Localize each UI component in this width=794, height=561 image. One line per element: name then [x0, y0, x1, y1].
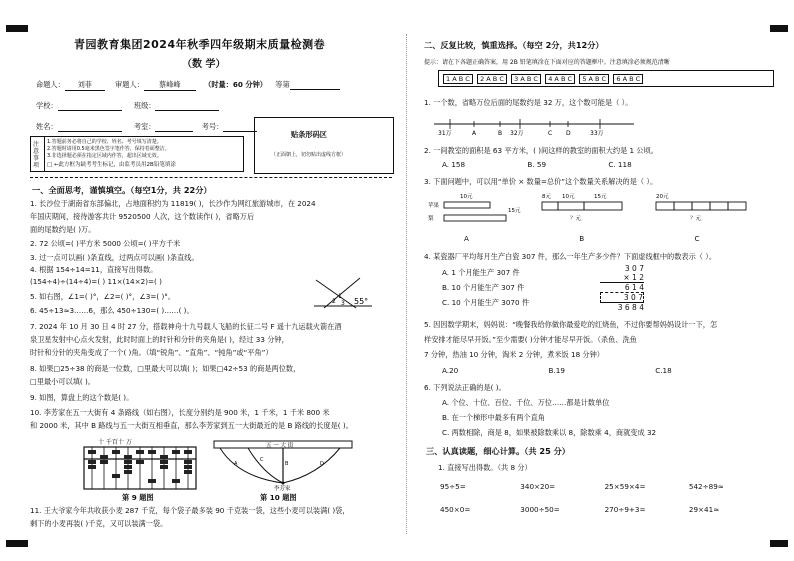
svg-text:3: 3	[341, 300, 345, 307]
calc-1-1: 95÷5=	[440, 482, 466, 491]
registration-mark-top-left	[6, 25, 28, 32]
author-label: 命题人：	[36, 80, 65, 89]
p2-q3: 3. 下面问题中，可以用“单价 × 数量=总价”这个数量关系解决的是（ ）。	[424, 177, 658, 186]
room-blank[interactable]	[155, 122, 193, 132]
street-figure	[208, 437, 358, 491]
calc-2-2: 3000÷50=	[520, 505, 560, 514]
left-column	[30, 0, 392, 561]
notice-line-4: □ ←此方框为缺考考生标记，由监考员用2B铅笔填涂	[47, 162, 176, 168]
answer-box-2[interactable]: 2 A B C	[477, 74, 507, 84]
p1-q6: 6. 45÷13≈3……6，那么 450÷130=( )……( )。	[30, 306, 194, 315]
ruler-label-6: 33万	[590, 130, 604, 136]
home-label: 李芳家	[274, 486, 291, 491]
ruler-label-2: B	[498, 130, 503, 136]
q3b-label-4: ？元	[570, 216, 582, 222]
p1-q11-line-a: 11. 王大爷家今年共收获小麦 287 千克，每个袋子最多装 90 千克装一袋，这些小麦可以装满( )袋，	[30, 506, 350, 515]
p2-q4: 4. 某瓷器厂平均每月生产白瓷 307 件，那么一年生产多少件？下面虚线框中的数表示（ ）。	[424, 252, 717, 261]
q3-figure-a	[428, 190, 528, 230]
answer-box-6[interactable]: 6 A B C	[613, 74, 643, 84]
p1-q8-line-b: □里最小可以填( )。	[30, 377, 95, 386]
q3c-label-2: ？元	[690, 216, 702, 222]
angle-figure	[312, 276, 374, 310]
p1-q2: 2. 72 公顷=( )平方米 5000 公顷=( )平方千米	[30, 239, 181, 248]
p2-q5-opt-a: A.20	[442, 366, 459, 375]
part2-instruction: 提示：请在下各题正确答案，用 2B 铅笔填涂在下面对应的答题框中。注意填涂必须规范清晰	[424, 59, 670, 66]
barcode-area	[254, 117, 394, 174]
barcode-sub: （正面朝上，切勿贴出虚线方框）	[271, 152, 347, 158]
p1-q3: 3. 过一点可以画( )条直线，过两点可以画( )条直线。	[30, 253, 199, 262]
calc-1-3: 25×59×4=	[604, 482, 646, 491]
p1-q9: 9. 如图，算盘上的这个数是( )。	[30, 393, 134, 402]
notice-line-1: 1.答题前务必将自己的学校、姓名、考号填写清楚。	[47, 139, 162, 145]
reviewer-name: 蔡峰峰	[144, 80, 196, 91]
p1-q8-line-a: 8. 如果□25÷38 的商是一位数，□里最大可以填( )；如果□42÷53 的商是两位数，	[30, 364, 301, 373]
q3a-label-2: 15元	[508, 208, 521, 214]
p1-q7-line-b: 泉卫星发射中心点火发射，此时时面上的时针和分针的夹角是( )，经过 33 分钟，	[30, 335, 289, 344]
ruler-label-5: D	[566, 130, 571, 136]
part1-heading: 一、全面思考，谨慎填空。（每空1分，共 22分）	[32, 185, 212, 195]
svg-text:1: 1	[338, 293, 342, 300]
fig9-caption: 第 9 题图	[122, 493, 154, 502]
school-row	[36, 101, 219, 111]
p1-q5: 5. 如右图，∠1=( )°，∠2=( )°，∠3=( )°。	[30, 292, 176, 301]
calc-1-4: 542÷89≈	[688, 482, 724, 491]
exam-title: 青园教育集团2024年秋季四年级期末质量检测卷	[74, 38, 326, 51]
p2-q2-opt-c: C. 118	[608, 160, 632, 169]
p2-q2-opt-b: B. 59	[527, 160, 547, 169]
calc-line-2: × 1 2	[600, 273, 644, 283]
q4-vertical-calc	[600, 264, 644, 312]
p2-q5-opt-b: B.19	[548, 366, 565, 375]
q3b-label-3: 15元	[594, 194, 607, 200]
q3c-label-1: 20元	[656, 194, 669, 200]
p2-q4-opt-a: A. 1 个月能生产 307 件	[442, 268, 520, 277]
p2-q5-options	[442, 366, 672, 375]
q3a-label-1: 10元	[460, 194, 473, 200]
number-ruler	[430, 112, 640, 136]
p2-q5-line-b: 样安排才能尽早开饭。”至少需要( )分钟才能尽早开饭。（杀鱼、洗鱼	[424, 335, 637, 344]
ruler-label-1: A	[472, 130, 477, 136]
calc-line-4: 3 0 7	[600, 292, 644, 303]
q3a-label-pear: 梨	[428, 216, 434, 222]
q3b-label-2: 10元	[562, 194, 575, 200]
calc-line-1: 3 0 7	[624, 264, 644, 273]
p1-q10-line-a: 10. 李芳家在五一大街有 4 条路线（如右图），长度分别约是 900 米，1 千米，1 千米 800 米	[30, 408, 330, 417]
calc-1-2: 340×20=	[520, 482, 556, 491]
school-label: 学校：	[36, 101, 58, 110]
p1-q1-line-a: 1. 长沙位于湖南省东部偏北，占地面积约为 11819( )，长沙作为网红旅游城市，在 2024	[30, 199, 316, 208]
p2-q4-opt-b: B. 10 个月能生产 307 件	[442, 283, 525, 292]
calc-2-4: 29×41≈	[688, 505, 720, 514]
class-blank[interactable]	[155, 101, 219, 111]
part3-heading: 三、认真读题，细心计算。（共 25 分）	[426, 446, 570, 456]
barcode-label: 贴条形码区	[291, 130, 327, 139]
author-name: 刘菲	[65, 80, 105, 91]
answer-sheet	[438, 70, 774, 87]
registration-mark-bottom-left	[6, 540, 28, 547]
calc-2-3: 270÷9+3=	[604, 505, 646, 514]
p2-q4-opt-c: C. 10 个月能生产 3070 件	[442, 298, 530, 307]
p2-q6: 6. 下列说法正确的是( )。	[424, 383, 506, 392]
svg-text:C: C	[260, 457, 264, 463]
p2-q2-options	[442, 160, 632, 169]
answer-box-4[interactable]: 4 A B C	[545, 74, 575, 84]
p1-q4-line-b: (154÷4)÷(14÷4)=( ) 11×(14×2)=( )	[30, 277, 162, 286]
notice-line-2: 2.答题时请用0.5毫米黑色签字笔作答，保持卷面整洁。	[47, 146, 170, 152]
calc-2-1: 450×0=	[440, 505, 471, 514]
q3-figure-b	[540, 190, 630, 230]
name-blank[interactable]	[58, 122, 122, 132]
p1-q1-line-b: 年国庆期间，接待游客共计 9520500 人次，这个数读作( )，省略万后	[30, 212, 255, 221]
street-label: 五 一 大 街	[266, 443, 294, 449]
p2-q1: 1. 一个数，省略万位后面的尾数约是 32 万，这个数可能是（ ）。	[424, 98, 633, 107]
notice-line-3: 3.非选择题必须在指定区域内作答，超出区域无效。	[47, 153, 162, 159]
exam-time: （时量：60 分钟）	[204, 80, 267, 89]
ruler-label-3: 32万	[510, 130, 524, 136]
p1-q10-line-b: 和 2000 米，其中 B 路线与五一大街互相垂直，那么李芳家到五一大街最近的是 B 路线的长度是( )。	[30, 421, 353, 430]
svg-text:D: D	[320, 461, 324, 467]
column-divider	[406, 34, 408, 534]
q3-opt-a: A	[464, 234, 469, 243]
p1-q7-line-a: 7. 2024 年 10 月 30 日 4 时 27 分，搭载神舟十九号载人飞船的长征二号 F 遥十九运载火箭在酒	[30, 322, 342, 331]
abacus-label: 十 千百十 万	[98, 439, 132, 446]
answer-box-1[interactable]: 1 A B C	[443, 74, 473, 84]
reviewer-label: 审题人：	[115, 80, 144, 89]
cut-line	[30, 177, 392, 178]
notice-label: 注意事项	[33, 141, 40, 169]
p2-q6-opt-c: C. 两数相除，商是 8，如果被除数乘以 8，除数乘 4，商就变成 32	[442, 428, 657, 437]
p1-q1-line-c: 面的尾数约是( )万。	[30, 225, 96, 234]
svg-text:B: B	[285, 461, 289, 467]
exam-subject: （数 学）	[182, 59, 226, 70]
room-label: 考室：	[133, 122, 156, 131]
p2-q5-line-c: 7 分钟，热油 10 分钟，淘米 2 分钟，煮米饭 18 分钟）	[424, 350, 604, 359]
p1-q11-line-b: 剩下的小麦再装( )千克，又可以装满一袋。	[30, 519, 168, 528]
p2-q2: 2. 一间教室的面积是 63 平方米，( )间这样的教室的面积大约是 1 公顷。	[424, 146, 658, 155]
p2-q6-opt-a: A. 个位、十位、百位、千位、万位……都是计数单位	[442, 398, 610, 407]
right-column	[424, 0, 774, 561]
grade-blank[interactable]	[290, 80, 340, 90]
class-label: 班级：	[133, 101, 156, 110]
p2-q6-opt-b: B. 在一个梯形中最多有两个直角	[442, 413, 545, 422]
answer-box-row	[443, 74, 645, 84]
q3b-label-1: 8元	[542, 194, 551, 200]
name-row	[36, 122, 257, 132]
q3-opt-b: B	[579, 234, 585, 243]
svg-text:2: 2	[332, 298, 336, 305]
abacus-figure	[80, 437, 200, 491]
svg-text:55°: 55°	[354, 297, 369, 306]
ruler-label-0: 31万	[438, 130, 452, 136]
p2-q5-line-a: 5. 因因数学期末，妈妈说：“晚餐我给你做你最爱吃的红烧鱼，不过你要帮妈妈设计一下，怎	[424, 320, 718, 329]
calc-row-1	[440, 482, 749, 491]
part2-heading: 二、反复比较，慎重选择。（每空 2分，共12分）	[424, 40, 604, 50]
q3-option-labels	[464, 234, 699, 243]
seat-blank[interactable]	[223, 122, 257, 132]
p2-q2-opt-a: A. 158	[442, 160, 466, 169]
calc-row-2	[440, 505, 749, 514]
q3a-label-apple: 苹果	[428, 203, 440, 209]
q3-figure-c	[654, 190, 754, 230]
notice-box	[30, 136, 244, 172]
answer-box-5[interactable]: 5 A B C	[579, 74, 609, 84]
p2-q5-opt-c: C.18	[655, 366, 672, 375]
answer-box-3[interactable]: 3 A B C	[511, 74, 541, 84]
p1-q4-line-a: 4. 根据 154÷14=11，直接写出得数。	[30, 265, 158, 274]
fig10-caption: 第 10 题图	[260, 493, 297, 502]
grade-label: 等第	[275, 80, 290, 89]
p1-q7-line-c: 时针和分针的夹角变成了一个( )角。（填“锐角”、“直角”、“钝角”或“平角”）	[30, 348, 273, 357]
name-label: 姓名：	[36, 122, 58, 131]
author-row	[36, 80, 340, 91]
seat-label: 考号：	[201, 122, 224, 131]
q3-opt-c: C	[694, 234, 700, 243]
school-blank[interactable]	[58, 101, 122, 111]
ruler-label-4: C	[548, 130, 553, 136]
calc-line-5: 3 6 8 4	[617, 303, 644, 312]
calc-line-3: 6 1 4	[624, 283, 644, 292]
part3-sub: 1. 直接写出得数。（共 8 分）	[438, 463, 532, 472]
svg-text:A: A	[234, 461, 238, 467]
